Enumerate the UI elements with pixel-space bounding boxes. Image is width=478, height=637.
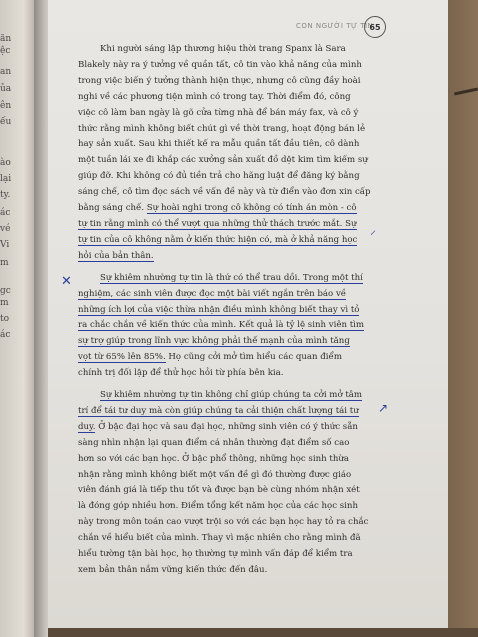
text-line: thức rằng mình không biết chút gì về thời trang, hoạt động bán lẻ: [78, 123, 366, 134]
facing-page-text-fragment: ác: [0, 330, 11, 340]
plain-text: Họ cũng cởi mở tìm hiểu các quan điểm: [165, 352, 342, 363]
text-line: [78, 201, 428, 217]
text-line: là đóng góp nhiều hơn. Điểm tổng kết năm học của các học sinh: [78, 501, 359, 512]
facing-page-text-fragment: vé: [0, 224, 11, 234]
text-line: [78, 334, 428, 350]
page-number: 65: [364, 16, 386, 38]
text-line: [78, 318, 428, 334]
facing-page-text-fragment: Vi: [0, 240, 10, 250]
text-line: [78, 303, 428, 319]
text-line: sàng nhìn nhận lại quan điểm cá nhân thường đạt điểm số cao: [78, 437, 350, 448]
plain-text: bằng sáng chế.: [78, 203, 147, 214]
book-page: [48, 0, 448, 628]
facing-page-edge: [0, 0, 34, 637]
text-line: [78, 388, 428, 404]
underlined-text: vọt từ 65% lên 85%.: [78, 352, 166, 363]
text-line: [78, 404, 428, 420]
text-line: [78, 420, 428, 436]
text-line: viên đánh giá là tiếp thu tốt và được bạn bè cùng nhóm nhận xét: [78, 485, 360, 496]
text-line: xem bản thân nắm vững kiến thức đến đâu.: [78, 565, 268, 575]
paragraph: [78, 271, 428, 382]
paragraph: [78, 388, 428, 579]
facing-page-text-fragment: an: [0, 67, 12, 77]
underlined-text: tự tin của cô không nằm ở kiến thức hiện có, mà ở khả năng học: [78, 234, 358, 245]
text-line: chắn về hiểu biết của mình. Thay vì mặc nhiên cho rằng mình đã: [78, 533, 361, 544]
text-line: hiểu tường tận bài học, họ thường tự mình vấn đáp để kiểm tra: [78, 549, 353, 560]
underlined-text: nghiệm, các sinh viên được đọc một bài viết ngắn trên báo về: [78, 288, 347, 299]
text-line: [78, 287, 428, 303]
text-line: Khi người sáng lập thương hiệu thời trang Spanx là Sara: [100, 44, 346, 54]
text-line: giúp đỡ. Khi không có đủ tiền trả cho hãng luật để đăng ký bằng: [78, 171, 360, 182]
running-head: CON NGƯỜI TỰ TIN: [296, 22, 374, 30]
facing-page-text-fragment: m: [0, 258, 9, 268]
text-line: [78, 350, 428, 366]
text-line: nhận rằng mình không biết một vấn đề gì đó thường được giáo: [78, 469, 352, 480]
facing-page-text-fragment: lại: [0, 174, 12, 184]
underlined-text: sự trợ giúp trong lĩnh vực không phải thế mạnh của mình tăng: [78, 336, 350, 347]
pen-arrow-mark-icon: ↗: [378, 401, 389, 415]
text-line: này trong môn toán cao vượt trội so với các bạn học hay tỏ ra chắc: [78, 517, 369, 528]
table-surface: [448, 0, 478, 637]
pen-x-mark-icon: ✕: [61, 274, 72, 289]
plain-text: Ở bậc đại học và sau đại học, những sinh viên có ý thức sẵn: [95, 421, 358, 432]
text-line: hay sản xuất. Sau khi thiết kế ra mẫu quần tất đầu tiên, cô dành: [78, 139, 360, 150]
underlined-text: duy.: [78, 421, 96, 432]
text-line: một tuần lái xe đi khắp các xưởng sản xuất đồ dệt kim tìm kiếm sự: [78, 155, 368, 166]
underlined-text: Sự khiêm nhường tự tin là thứ có thể trau dồi. Trong một thí: [100, 272, 363, 283]
text-line: sáng chế, cô tìm đọc sách về vấn đề này và từ điển vào đơn xin cấp: [78, 187, 371, 198]
facing-page-text-fragment: m: [0, 298, 9, 308]
text-line: Blakely này ra ý tưởng về quần tất, cô tin vào khả năng của mình: [78, 59, 362, 70]
text-line: việc cô làm ban ngày là gõ cửa từng nhà để bán máy fax, và cô ý: [78, 107, 359, 118]
facing-page-text-fragment: ủa: [0, 84, 12, 94]
facing-page-text-fragment: ên: [0, 101, 12, 111]
underlined-text: hỏi của bản thân.: [78, 250, 154, 261]
underlined-text: tự tin rằng mình có thể vượt qua những thử thách trước mắt. Sự: [78, 218, 357, 229]
pen-tick-mark-icon: ⸝: [370, 223, 377, 237]
text-line: nghi về các phương tiện mình có trong tay. Thời điểm đó, công: [78, 91, 351, 102]
text-line: [78, 271, 428, 287]
body-text: [78, 42, 428, 585]
facing-page-text-fragment: ăn: [0, 34, 12, 44]
facing-page-text-fragment: gc: [0, 286, 11, 296]
text-line: trong việc biến ý tưởng thành hiện thực, nhưng cô cũng đầy hoài: [78, 75, 361, 86]
underlined-text: trí để tái tư duy mà còn giúp chúng ta cải thiện chất lượng tái tư: [78, 405, 359, 416]
page-bottom-edge: [48, 628, 478, 637]
facing-page-text-fragment: ác: [0, 208, 11, 218]
facing-page-text-fragment: to: [0, 314, 10, 324]
facing-page-text-fragment: ệc: [0, 46, 11, 56]
text-line: chính trị đối lập để thử học hỏi từ phía bên kia.: [78, 368, 284, 379]
facing-page-text-fragment: ào: [0, 158, 11, 168]
facing-page-text-fragment: ếu: [0, 117, 12, 127]
text-line: hơn so với các bạn học. Ở bậc phổ thông, những học sinh thừa: [78, 453, 350, 464]
underlined-text: những ích lợi của việc thừa nhận điều mình không biết thay vì tỏ: [78, 304, 360, 315]
text-line: [78, 249, 428, 265]
underlined-text: Sự khiêm nhường tự tin không chỉ giúp chúng ta cởi mở tâm: [100, 390, 363, 401]
underlined-text: Sự hoài nghi trong cô không có tính án mòn - cô: [146, 203, 357, 214]
facing-page-text-fragment: ty.: [0, 190, 11, 200]
book-gutter: [34, 0, 48, 637]
underlined-text: ra chắc chắn về kiến thức của mình. Kết quả là tỷ lệ sinh viên tìm: [78, 320, 365, 331]
